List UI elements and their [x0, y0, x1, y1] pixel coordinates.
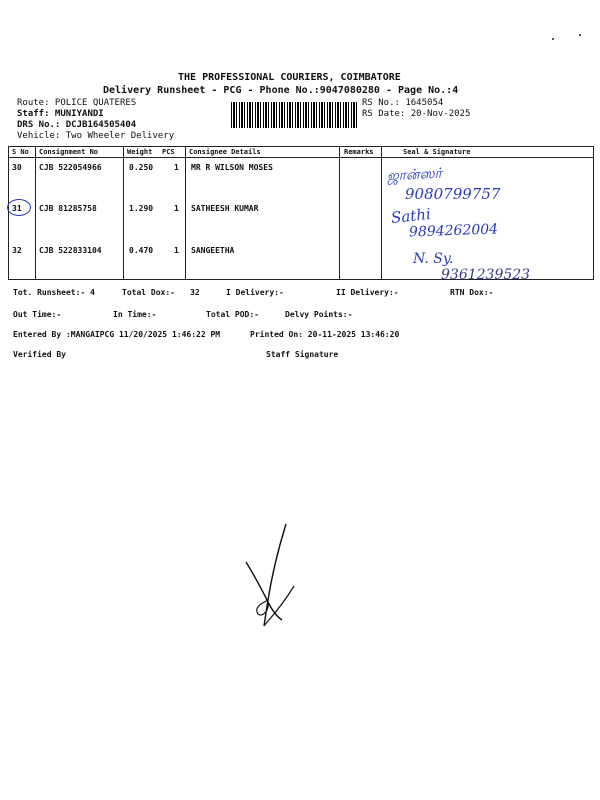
handwritten-name: Sathi [390, 204, 432, 228]
row-consignment: CJB 522833104 [39, 246, 102, 255]
printed-on: Printed On: 20-11-2025 13:46:20 [250, 330, 400, 339]
row-weight: 1.290 [129, 204, 154, 213]
route-text: Route: POLICE QUATERES [17, 98, 137, 108]
row-pcs: 1 [174, 204, 179, 213]
out-time: Out Time:- [13, 310, 62, 319]
runsheet-table [8, 146, 594, 283]
verified-by: Verified By [13, 350, 66, 359]
col-weight: Weight [127, 148, 153, 156]
handwritten-phone: 9361239523 [441, 267, 531, 283]
row-sno: 31 [12, 204, 22, 213]
row-weight: 0.470 [129, 246, 154, 255]
row-consignee: SANGEETHA [191, 246, 235, 255]
tot-runsheet: Tot. Runsheet:- 4 [13, 288, 95, 297]
speck [579, 34, 581, 36]
handwritten-name: ஜான்ஸர் [386, 165, 443, 185]
rs-no-text: RS No.: 1645054 [362, 98, 444, 108]
col-consignee: Consignee Details [189, 148, 261, 156]
speck [552, 38, 554, 40]
row-consignee: MR R WILSON MOSES [191, 163, 273, 172]
barcode [231, 102, 359, 128]
signature-scribble [238, 520, 298, 630]
entered-by: Entered By :MANGAIPCG 11/20/2025 1:46:22 PM [13, 330, 221, 339]
col-seal: Seal & Signature [403, 148, 471, 156]
vehicle-text: Vehicle: Two Wheeler Delivery [17, 131, 175, 141]
row-pcs: 1 [174, 246, 179, 255]
row-weight: 0.250 [129, 163, 154, 172]
total-dox-value: 32 [190, 288, 200, 297]
drs-text: DRS No.: DCJB164505404 [17, 120, 137, 130]
row-sno: 30 [12, 163, 22, 172]
rs-date-text: RS Date: 20-Nov-2025 [362, 109, 471, 119]
row-consignment: CJB 522054966 [39, 163, 102, 172]
total-pod: Total POD:- [206, 310, 259, 319]
col-pcs: PCS [162, 148, 175, 156]
in-time: In Time:- [113, 310, 157, 319]
col-sno: S No [12, 148, 29, 156]
rtn-dox: RTN Dox:- [450, 288, 494, 297]
staff-text: Staff: MUNIYANDI [17, 109, 104, 119]
handwritten-phone: 9080799757 [405, 185, 501, 203]
col-consignment: Consignment No [39, 148, 99, 156]
row-sno: 32 [12, 246, 22, 255]
row-consignment: CJB 81285758 [39, 204, 97, 213]
runsheet-subtitle: Delivery Runsheet - PCG - Phone No.:9047080280 - Page No.:4 [103, 85, 459, 96]
delvy-points: Delvy Points:- [285, 310, 353, 319]
ii-delivery: II Delivery:- [336, 288, 399, 297]
staff-signature-label: Staff Signature [266, 350, 339, 359]
i-delivery: I Delivery:- [226, 288, 284, 297]
company-title: THE PROFESSIONAL COURIERS, COIMBATORE [178, 72, 401, 83]
total-dox-label: Total Dox:- [122, 288, 175, 297]
col-remarks: Remarks [344, 148, 374, 156]
row-pcs: 1 [174, 163, 179, 172]
row-consignee: SATHEESH KUMAR [191, 204, 259, 213]
header-divider [9, 157, 593, 158]
handwritten-name: N. Sy. [413, 251, 454, 267]
handwritten-phone: 9894262004 [408, 221, 499, 241]
